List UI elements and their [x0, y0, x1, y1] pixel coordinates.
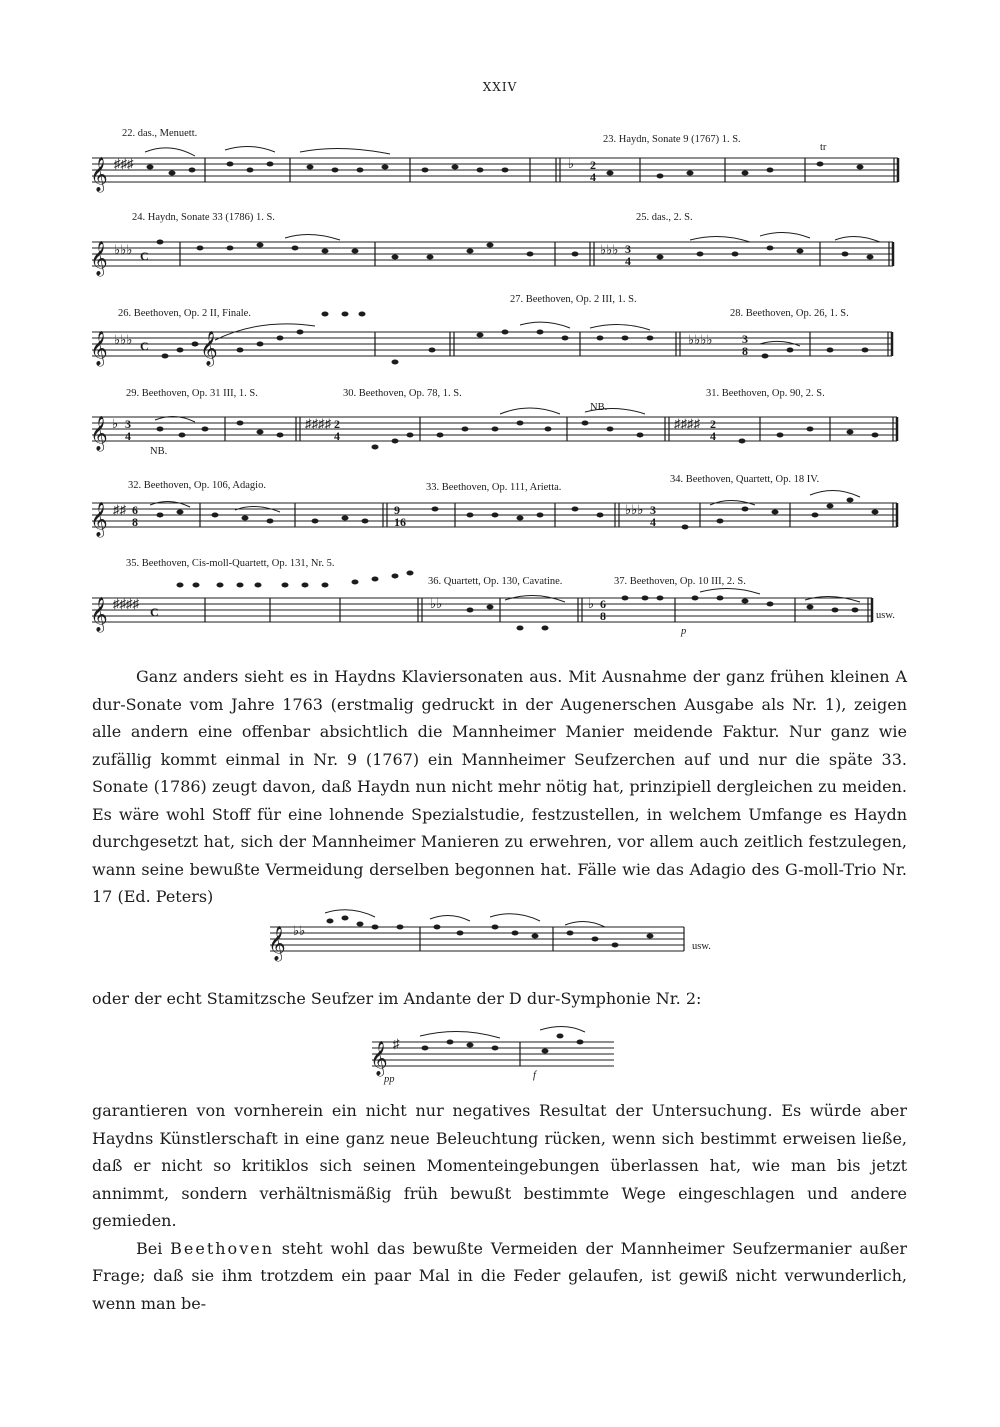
dynamic-pp: pp	[384, 1074, 395, 1085]
svg-text:♭♭: ♭♭	[430, 596, 443, 611]
row-6-system	[90, 558, 895, 637]
svg-text:4: 4	[125, 429, 131, 443]
svg-text:♭♭♭♭: ♭♭♭♭	[688, 332, 713, 347]
svg-text:♭♭♭: ♭♭♭	[114, 242, 133, 257]
svg-text:♯♯♯♯: ♯♯♯♯	[113, 596, 139, 611]
svg-text:4: 4	[625, 254, 631, 268]
example-25-label: 25. das., 2. S.	[636, 212, 693, 223]
example-34-label: 34. Beethoven, Quartett, Op. 18 IV.	[670, 474, 820, 485]
staff-row-6	[92, 598, 872, 622]
svg-text:8: 8	[600, 609, 606, 623]
svg-text:4: 4	[650, 515, 656, 529]
example-30-label: 30. Beethoven, Op. 78, 1. S.	[343, 388, 462, 399]
row-3-system	[90, 294, 892, 367]
example-35-label: 35. Beethoven, Cis-moll-Quartett, Op. 131, Nr. 5.	[126, 558, 335, 569]
example-23-label: 23. Haydn, Sonate 9 (1767) 1. S.	[603, 134, 741, 145]
treble-clef-icon: 𝄞	[200, 332, 218, 365]
row-1-system	[90, 128, 898, 193]
svg-text:6: 6	[132, 503, 138, 517]
svg-text:9: 9	[394, 503, 400, 517]
usw-mark: usw.	[876, 610, 895, 621]
page-number: XXIV	[482, 80, 518, 94]
svg-text:3: 3	[650, 503, 656, 517]
svg-text:4: 4	[590, 170, 596, 184]
example-31-label: 31. Beethoven, Op. 90, 2. S.	[706, 388, 825, 399]
svg-text:4: 4	[334, 429, 340, 443]
svg-text:♯♯♯♯: ♯♯♯♯	[674, 416, 700, 431]
example-26-label: 26. Beethoven, Op. 2 II, Finale.	[118, 308, 251, 319]
nb-mark: NB.	[150, 446, 168, 457]
example-symphony-andante	[0, 1022, 1000, 1097]
example-24-label: 24. Haydn, Sonate 33 (1786) 1. S.	[132, 212, 275, 223]
svg-text:2: 2	[710, 417, 716, 431]
svg-text:3: 3	[625, 242, 631, 256]
svg-text:2: 2	[590, 158, 596, 172]
paragraph-1	[92, 663, 907, 911]
svg-text:6: 6	[600, 597, 606, 611]
paragraph-2	[92, 985, 907, 1013]
treble-clef-icon: 𝄞	[90, 598, 108, 631]
svg-text:3: 3	[125, 417, 131, 431]
dynamic-f: f	[533, 1070, 536, 1081]
example-28-label: 28. Beethoven, Op. 26, 1. S.	[730, 308, 849, 319]
svg-text:𝄞: 𝄞	[370, 1042, 388, 1075]
music-examples	[0, 0, 1000, 650]
svg-text:3: 3	[742, 332, 748, 346]
example-27-label: 27. Beethoven, Op. 2 III, 1. S.	[510, 294, 637, 305]
paragraph-3	[92, 1097, 907, 1317]
svg-text:8: 8	[132, 515, 138, 529]
paragraph-1-text: Ganz anders sieht es in Haydns Klaviersonaten aus. Mit Ausnahme der ganz frühen kleinen A dur-Sonate vom Jahre 1763 (erstmalig gedruckt in der Augenerschen Ausgabe als Nr. 1), zeigen alle andern eine offenbar absichtlich die Mannheimer Manier meidende Faktur. Nur ganz wie zufällig kommt einmal in Nr. 9 (1767) ein Mannheimer Seufzerchen auf und nur die späte 33. Sonate (1786) zeugt davon, daß Haydn nun nicht mehr nötig hat, prinzipiell dergleichen zu meiden. Es wäre wohl Stoff für eine lohnende Spezialstudie, festzustellen, in welchem Umfange es Haydn durchgesetzt hat, sich der Mannheimer Manieren zu erwehren, vor allem auch zeitlich festzulegen, wann seine bewußte Vermeidung derselben begonnen hat. Fälle wie das Adagio des G-moll-Trio Nr. 17 (Ed. Peters)	[92, 667, 907, 906]
row-5-system	[90, 474, 897, 538]
svg-text:4: 4	[710, 429, 716, 443]
treble-clef-icon: 𝄞	[90, 503, 108, 536]
svg-text:C: C	[150, 605, 159, 619]
example-37-label: 37. Beethoven, Op. 10 III, 2. S.	[614, 576, 746, 587]
example-29-label: 29. Beethoven, Op. 31 III, 1. S.	[126, 388, 258, 399]
trill-mark: tr	[820, 142, 827, 153]
svg-text:♭♭♭: ♭♭♭	[625, 502, 644, 517]
staff-row-1	[92, 158, 898, 182]
svg-text:♭♭♭: ♭♭♭	[600, 242, 619, 257]
svg-text:♭: ♭	[112, 416, 119, 431]
svg-text:♯♯♯♯: ♯♯♯♯	[305, 416, 331, 431]
treble-clef-icon: 𝄞	[90, 417, 108, 450]
row-2-system	[90, 212, 893, 277]
paragraph-4-rest: steht wohl das bewußte Vermeiden der Mannheimer Seufzermanier außer Frage; daß sie ihm trotzdem ein paar Mal in die Feder gelaufen, ist gewiß nicht verwunderlich, wenn man be-	[92, 1238, 907, 1313]
paragraph-2-text: oder der echt Stamitzsche Seufzer im Andante der D dur-Symphonie Nr. 2:	[92, 989, 702, 1008]
svg-text:16: 16	[394, 515, 406, 529]
svg-text:♭: ♭	[568, 156, 575, 171]
usw-mark: usw.	[692, 941, 711, 952]
treble-clef-icon: 𝄞	[90, 158, 108, 191]
svg-text:𝄞: 𝄞	[268, 927, 286, 960]
svg-text:♯: ♯	[393, 1036, 400, 1051]
svg-text:♭: ♭	[588, 596, 595, 611]
svg-text:♭♭♭: ♭♭♭	[114, 332, 133, 347]
svg-text:8: 8	[742, 344, 748, 358]
svg-text:2: 2	[334, 417, 340, 431]
dynamic-p: p	[681, 626, 687, 637]
example-33-label: 33. Beethoven, Op. 111, Arietta.	[426, 482, 562, 493]
row-4-system	[90, 388, 897, 457]
svg-text:♯♯♯: ♯♯♯	[114, 156, 134, 171]
example-32-label: 32. Beethoven, Op. 106, Adagio.	[128, 480, 266, 491]
nb-mark: NB.	[590, 402, 608, 413]
paragraph-4-prefix: Bei	[136, 1238, 163, 1258]
noteheads-row-5	[157, 498, 879, 530]
example-36-label: 36. Quartett, Op. 130, Cavatine.	[428, 576, 563, 587]
svg-text:C: C	[140, 339, 149, 353]
paragraph-3-text: garantieren von vornherein ein nicht nur negatives Resultat der Untersuchung. Es würde aber Haydns Künstlerschaft in eine ganz neue Beleuchtung rücken, wenn sich bestimmt erweisen ließe, daß er nicht so kritiklos sich seinen Momenteingebungen überlassen hat, wie man bis jetzt annimmt, sondern verhältnismäßig früh bewußt bestimmte Wege eingeschlagen und andere gemieden.	[92, 1101, 907, 1230]
treble-clef-icon: 𝄞	[90, 332, 108, 365]
svg-text:♭♭: ♭♭	[293, 923, 306, 938]
beethoven-name: Beethoven	[170, 1238, 274, 1258]
svg-text:♯♯: ♯♯	[113, 502, 126, 517]
paragraph-4	[92, 1235, 907, 1318]
svg-text:C: C	[140, 249, 149, 263]
example-trio-adagio	[0, 905, 1000, 975]
treble-clef-icon: 𝄞	[90, 242, 108, 275]
example-22-label: 22. das., Menuett.	[122, 128, 198, 139]
